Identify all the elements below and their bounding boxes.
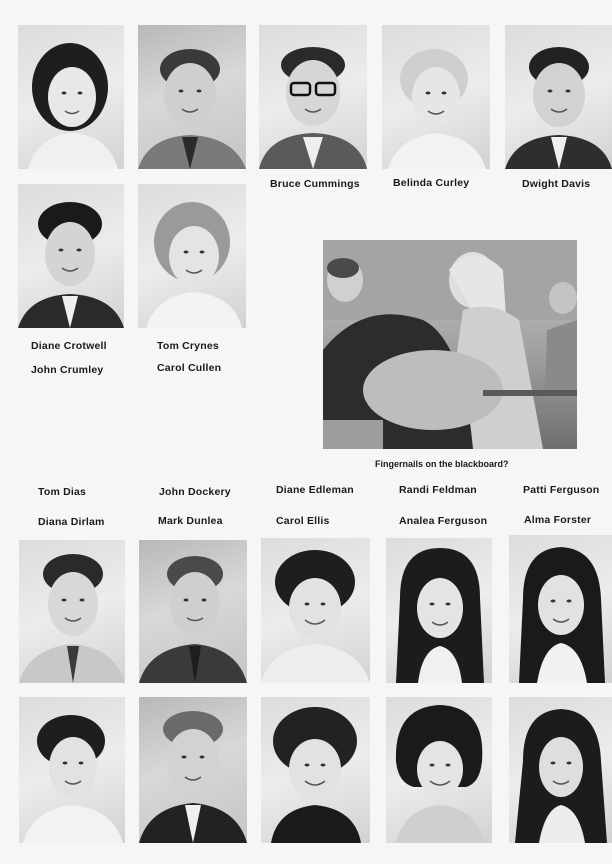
portrait-photo <box>138 25 246 169</box>
student-name: Tom Crynes <box>157 340 219 352</box>
portrait-photo <box>261 697 370 843</box>
portrait-photo <box>18 184 124 328</box>
portrait-photo <box>19 697 125 843</box>
student-name: Mark Dunlea <box>158 515 223 527</box>
portrait-photo <box>382 25 490 169</box>
portrait-photo <box>18 25 124 169</box>
student-name: Bruce Cummings <box>270 178 360 190</box>
student-name: Belinda Curley <box>393 177 470 189</box>
student-name: Diane Edleman <box>276 484 354 496</box>
student-name: Carol Cullen <box>157 362 222 374</box>
student-name: Diane Crotwell <box>31 340 107 352</box>
student-name: Diana Dirlam <box>38 516 105 528</box>
portrait-photo <box>138 184 246 328</box>
portrait-photo <box>505 25 612 169</box>
student-name: Alma Forster <box>524 514 592 526</box>
portrait-photo <box>386 697 492 843</box>
portrait-photo <box>261 538 370 683</box>
student-name: Randi Feldman <box>399 484 477 496</box>
portrait-photo <box>386 538 492 683</box>
portrait-photo <box>139 540 247 683</box>
candid-photo <box>323 240 577 449</box>
student-name: Analea Ferguson <box>399 515 488 527</box>
portrait-photo <box>259 25 367 169</box>
portrait-photo <box>509 535 612 683</box>
student-name: Patti Ferguson <box>523 484 600 496</box>
student-name: Carol Ellis <box>276 515 330 527</box>
student-name: Dwight Davis <box>522 178 591 190</box>
student-name: Tom Dias <box>38 486 87 498</box>
portrait-photo <box>139 697 247 843</box>
student-name: John Dockery <box>159 486 231 498</box>
photo-caption: Fingernails on the blackboard? <box>375 459 509 469</box>
portrait-photo <box>19 540 125 683</box>
portrait-photo <box>509 697 612 843</box>
student-name: John Crumley <box>31 364 104 376</box>
